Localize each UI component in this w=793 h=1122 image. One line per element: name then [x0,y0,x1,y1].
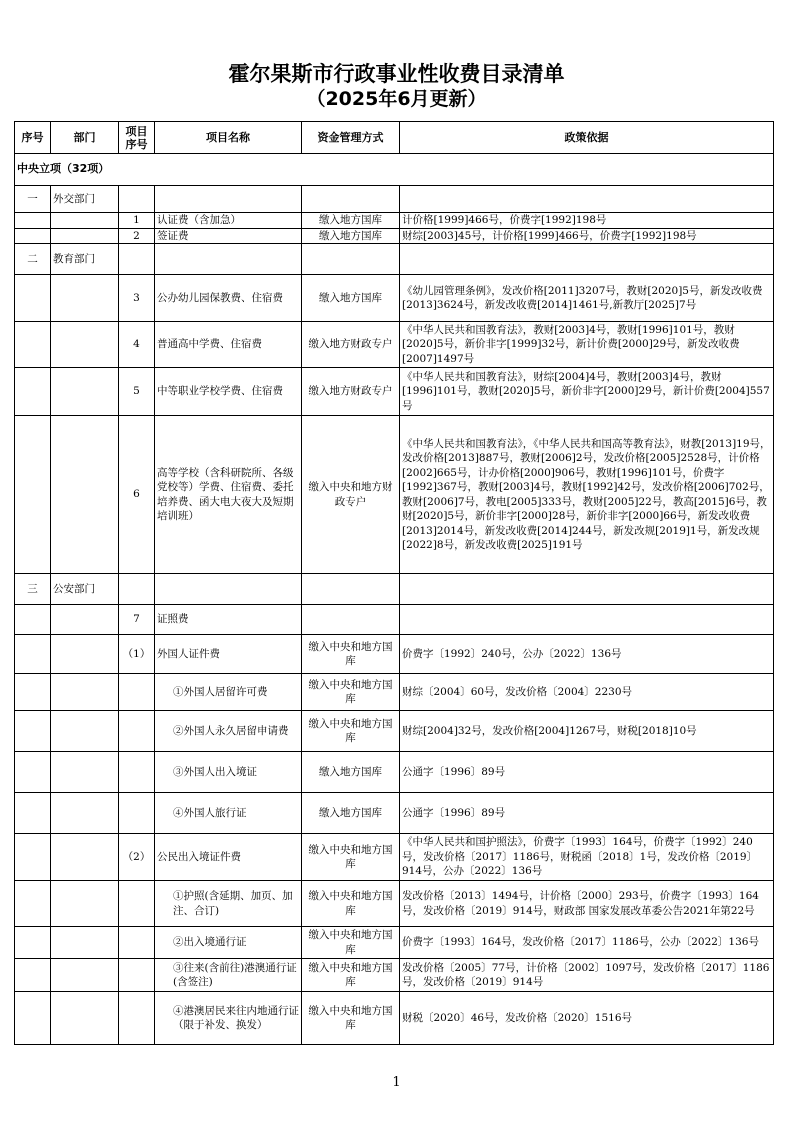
cell-fund-management [302,244,400,275]
cell-department [51,635,119,674]
cell-item-no: 1 [119,213,155,229]
cell-item-no: 6 [119,416,155,574]
cell-item-no [119,752,155,793]
cell-seq [15,992,51,1045]
cell-fund-management: 缴入中央和地方国库 [302,927,400,959]
page-number: 1 [392,1075,401,1090]
cell-fund-management: 缴入地方财政专户 [302,322,400,368]
fee-catalog-table [14,121,774,1045]
cell-policy-basis: 财综〔2004〕60号，发改价格〔2004〕2230号 [400,674,774,711]
cell-fund-management: 缴入中央和地方国库 [302,992,400,1045]
cell-item-no [119,244,155,275]
cell-item-no [119,186,155,213]
header-dept: 部门 [51,122,119,154]
cell-item-name: ③往来(含前往)港澳通行证(含签注) [155,959,302,992]
cell-department [51,711,119,752]
cell-item-no: 4 [119,322,155,368]
table-row [15,275,774,322]
cell-fund-management: 缴入地方财政专户 [302,368,400,416]
cell-policy-basis: 公通字〔1996〕89号 [400,793,774,834]
cell-policy-basis: 价费字〔1993〕164号，发改价格〔2017〕1186号，公办〔2022〕136号 [400,927,774,959]
cell-fund-management: 缴入地方国库 [302,213,400,229]
cell-seq: 三 [15,574,51,605]
cell-policy-basis: 《中华人民共和国教育法》，《中华人民共和国高等教育法》，财教[2013]19号，发改价格[2013]887号，教财[2006]2号，发改价格[2005]2528号，计价格[2002]665号，计办价格[2000]906号，教财[1996]101号，价费字[1992]367号，教财[2003]4号，教财[1992]42号，发改价格[2006]702号，教财[2006]7号，教电[2005]333号，教财[2005]22号，教高[2015]6号，教财[2020]5号，新价非字[2000]28号，新价非字[2000]66号，新发改收费[2013]2014号，新发改收费[2014]244号，新发改规[2019]1号，新发改规[2022]8号，新发改收费[2025]191号 [400,416,774,574]
cell-item-name: 证照费 [155,605,302,635]
cell-policy-basis: 《幼儿园管理条例》，发改价格[2011]3207号，教财[2020]5号，新发改收费[2013]3624号，新发改收费[2014]1461号,新教厅[2025]7号 [400,275,774,322]
cell-item-name: ②外国人永久居留申请费 [155,711,302,752]
cell-item-no: 2 [119,228,155,244]
table-row [15,674,774,711]
cell-fund-management: 缴入地方国库 [302,228,400,244]
cell-department [51,959,119,992]
cell-policy-basis: 价费字〔1992〕240号，公办〔2022〕136号 [400,635,774,674]
cell-item-name: 签证费 [155,228,302,244]
cell-item-name: 公办幼儿园保教费、住宿费 [155,275,302,322]
cell-policy-basis [400,574,774,605]
cell-fund-management: 缴入中央和地方国库 [302,711,400,752]
cell-item-no [119,881,155,927]
document-title: 霍尔果斯市行政事业性收费目录清单 [228,62,565,86]
table-row [15,368,774,416]
cell-policy-basis: 财税〔2020〕46号，发改价格〔2020〕1516号 [400,992,774,1045]
table-row [15,416,774,574]
table-header-row [15,122,774,154]
cell-department [51,416,119,574]
cell-policy-basis: 《中华人民共和国教育法》，教财[2003]4号，教财[1996]101号，教财[2020]5号，新价非字[1999]32号，新计价费[2000]29号，新发改收费[2007]1497号 [400,322,774,368]
cell-item-name: 认证费（含加急） [155,213,302,229]
cell-fund-management [302,605,400,635]
cell-department [51,674,119,711]
cell-policy-basis [400,605,774,635]
document-subtitle: （2025年6月更新） [306,88,487,110]
cell-policy-basis: 《中华人民共和国教育法》，财综[2004]4号，教财[2003]4号，教财[1996]101号，教财[2020]5号，新价非字[2000]29号，新计价费[2004]557号 [400,368,774,416]
cell-seq [15,959,51,992]
cell-fund-management: 缴入中央和地方国库 [302,881,400,927]
department-row [15,186,774,213]
header-item-name: 项目名称 [155,122,302,154]
cell-item-no [119,793,155,834]
table-row [15,881,774,927]
cell-fund-management [302,574,400,605]
cell-seq: 二 [15,244,51,275]
cell-item-name: ②出入境通行证 [155,927,302,959]
cell-fund-management: 缴入中央和地方财政专户 [302,416,400,574]
cell-department [51,834,119,881]
cell-item-name: ④外国人旅行证 [155,793,302,834]
cell-item-no: 5 [119,368,155,416]
cell-seq [15,605,51,635]
header-fund-management: 资金管理方式 [302,122,400,154]
cell-item-no [119,674,155,711]
cell-item-name: 外国人证件费 [155,635,302,674]
cell-department [51,368,119,416]
cell-department [51,881,119,927]
cell-item-name: ③外国人出入境证 [155,752,302,793]
department-row [15,574,774,605]
cell-fund-management: 缴入中央和地方国库 [302,635,400,674]
table-row [15,793,774,834]
cell-department [51,992,119,1045]
cell-seq [15,834,51,881]
cell-seq [15,711,51,752]
table-row [15,834,774,881]
table-row [15,213,774,229]
cell-item-no: 3 [119,275,155,322]
cell-fund-management: 缴入中央和地方国库 [302,674,400,711]
cell-policy-basis [400,186,774,213]
cell-seq [15,275,51,322]
cell-seq [15,228,51,244]
cell-policy-basis: 发改价格〔2005〕77号，计价格〔2002〕1097号，发改价格〔2017〕1186号，发改价格〔2019〕914号 [400,959,774,992]
cell-item-no [119,992,155,1045]
section-row [15,154,774,186]
cell-item-no: 7 [119,605,155,635]
cell-policy-basis: 财综[2003]45号，计价格[1999]466号，价费字[1992]198号 [400,228,774,244]
cell-department [51,605,119,635]
cell-item-name: ④港澳居民来往内地通行证（限于补发、换发） [155,992,302,1045]
cell-policy-basis: 财综[2004]32号，发改价格[2004]1267号，财税[2018]10号 [400,711,774,752]
cell-item-name: 公民出入境证件费 [155,834,302,881]
cell-seq [15,368,51,416]
cell-department [51,228,119,244]
table-row [15,959,774,992]
cell-department [51,322,119,368]
table-row [15,711,774,752]
section-title: 中央立项（32项） [15,154,774,186]
cell-item-name: ①护照(含延期、加页、加注、合订) [155,881,302,927]
cell-policy-basis: 公通字〔1996〕89号 [400,752,774,793]
table-row [15,927,774,959]
cell-seq [15,635,51,674]
department-row [15,244,774,275]
cell-item-no: （2） [119,834,155,881]
cell-seq [15,881,51,927]
cell-policy-basis [400,244,774,275]
cell-seq [15,927,51,959]
cell-department: 公安部门 [51,574,119,605]
cell-item-no [119,959,155,992]
cell-department [51,752,119,793]
cell-policy-basis: 《中华人民共和国护照法》，价费字〔1993〕164号，价费字〔1992〕240号，发改价格〔2017〕1186号，财税函〔2018〕1号，发改价格〔2019〕914号，公办〔2022〕136号 [400,834,774,881]
cell-fund-management: 缴入中央和地方国库 [302,834,400,881]
cell-item-no [119,711,155,752]
table-row [15,322,774,368]
cell-fund-management: 缴入地方国库 [302,793,400,834]
header-seq: 序号 [15,122,51,154]
header-policy-basis: 政策依据 [400,122,774,154]
cell-fund-management: 缴入中央和地方国库 [302,959,400,992]
cell-department [51,793,119,834]
cell-fund-management [302,186,400,213]
cell-item-no: （1） [119,635,155,674]
cell-item-name: 普通高中学费、住宿费 [155,322,302,368]
cell-item-no [119,574,155,605]
cell-item-name: 中等职业学校学费、住宿费 [155,368,302,416]
cell-fund-management: 缴入地方国库 [302,275,400,322]
cell-item-name [155,244,302,275]
table-row [15,992,774,1045]
cell-department: 教育部门 [51,244,119,275]
cell-policy-basis: 计价格[1999]466号，价费字[1992]198号 [400,213,774,229]
cell-department [51,213,119,229]
cell-seq [15,752,51,793]
header-item-no: 项目序号 [119,122,155,154]
cell-fund-management: 缴入地方国库 [302,752,400,793]
cell-item-name: 高等学校（含科研院所、各级党校等）学费、住宿费、委托培养费、函大电大夜大及短期培训班） [155,416,302,574]
cell-item-name [155,574,302,605]
cell-policy-basis: 发改价格〔2013〕1494号，计价格〔2000〕293号，价费字〔1993〕164号，发改价格〔2019〕914号，财政部 国家发展改革委公告2021年第22号 [400,881,774,927]
cell-department [51,927,119,959]
table-row [15,605,774,635]
cell-department: 外交部门 [51,186,119,213]
cell-seq: 一 [15,186,51,213]
cell-seq [15,416,51,574]
cell-item-no [119,927,155,959]
cell-item-name [155,186,302,213]
table-row [15,752,774,793]
table-row [15,635,774,674]
table-row [15,228,774,244]
cell-item-name: ①外国人居留许可费 [155,674,302,711]
cell-seq [15,674,51,711]
cell-seq [15,322,51,368]
cell-department [51,275,119,322]
cell-seq [15,213,51,229]
cell-seq [15,793,51,834]
